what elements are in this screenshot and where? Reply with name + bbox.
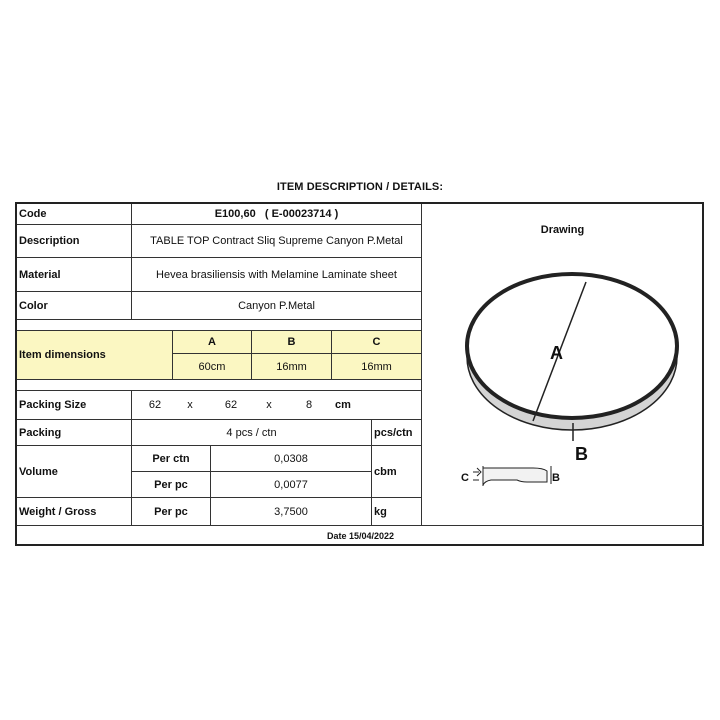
packing-size-height: 8: [305, 399, 313, 411]
description-label: Description: [19, 235, 80, 247]
dimension-c-label: C: [461, 472, 469, 484]
document-date: Date 15/04/2022: [326, 531, 395, 541]
code-reference: ( E-00023714 ): [264, 208, 339, 220]
dimension-b-label: B: [575, 444, 588, 464]
table-top-surface: [467, 274, 677, 418]
code-value: [132, 204, 421, 224]
volume-per-ctn-value: 0,0308: [274, 452, 308, 465]
volume-per-pc-value: 0,0077: [274, 478, 308, 491]
color-label: Color: [19, 299, 48, 312]
material-label: Material: [19, 268, 61, 281]
weight-label: Weight / Gross: [19, 505, 97, 518]
volume-per-pc-label: Per pc: [154, 478, 188, 491]
dimension-value-c: 16mm: [332, 354, 421, 379]
packing-value: 4 pcs / ctn: [226, 426, 277, 439]
weight-value: 3,7500: [274, 505, 308, 518]
color-value: Canyon P.Metal: [238, 299, 315, 312]
table-top-drawing: [421, 204, 704, 525]
packing-unit: pcs/ctn: [374, 426, 413, 439]
packing-size-length: 62: [148, 399, 162, 411]
edge-profile-icon: [473, 466, 551, 486]
packing-label: Packing: [19, 426, 62, 439]
drawing-panel: [421, 204, 704, 525]
item-details-sheet: [15, 202, 704, 546]
drawing-title: Drawing: [540, 224, 585, 236]
weight-unit: kg: [374, 505, 387, 518]
code-label: Code: [19, 208, 47, 220]
dimension-value-a: 60cm: [173, 354, 251, 379]
page-title: ITEM DESCRIPTION / DETAILS:: [276, 181, 444, 193]
profile-b-label: B: [552, 472, 560, 484]
volume-unit: cbm: [374, 465, 397, 478]
weight-per-pc-label: Per pc: [154, 505, 188, 518]
packing-size-unit: cm: [335, 399, 351, 411]
dimension-value-b: 16mm: [252, 354, 331, 379]
dimension-header-a: A: [173, 331, 251, 353]
dimension-a-label: A: [550, 343, 563, 363]
material-value: Hevea brasiliensis with Melamine Laminate sheet: [156, 268, 397, 281]
packing-size-width: 62: [224, 399, 238, 411]
packing-size-label: Packing Size: [19, 399, 87, 411]
dimensions-label: Item dimensions: [17, 331, 172, 379]
packing-size-times: x: [187, 399, 193, 411]
code-number: E100,60: [214, 208, 256, 220]
volume-per-ctn-label: Per ctn: [152, 452, 190, 465]
description-value: TABLE TOP Contract Sliq Supreme Canyon P.Metal: [150, 235, 403, 247]
packing-size-times: x: [266, 399, 272, 411]
dimension-header-b: B: [252, 331, 331, 353]
dimension-header-c: C: [332, 331, 421, 353]
volume-label: Volume: [19, 465, 58, 478]
